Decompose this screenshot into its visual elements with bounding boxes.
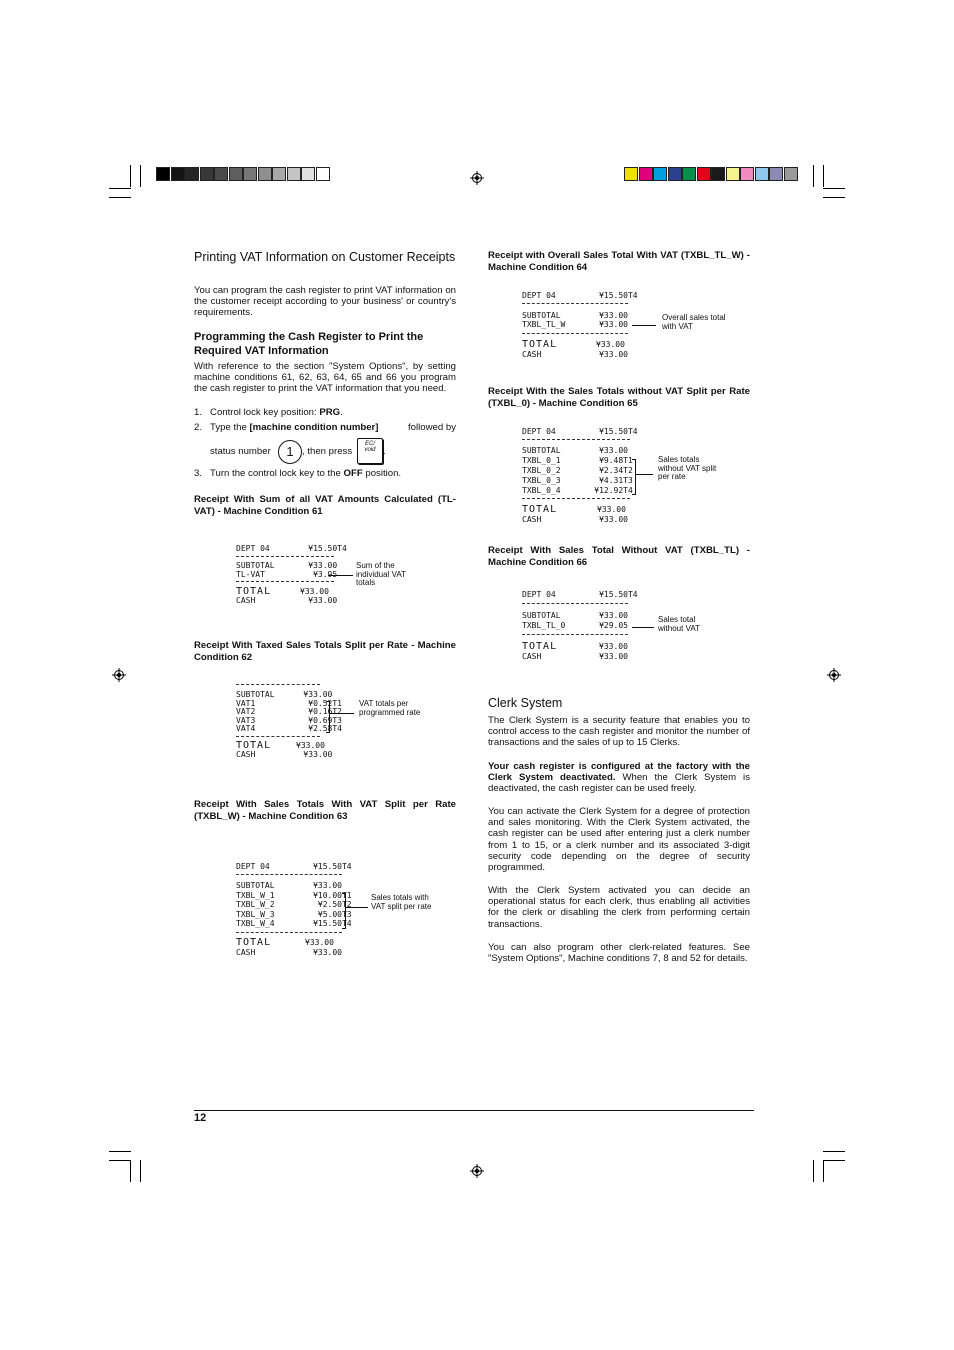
color-swatch — [784, 167, 798, 181]
mc61-heading: Receipt With Sum of all VAT Amounts Calculated (TL-VAT) - Machine Condition 61 — [194, 494, 456, 517]
ec-void-key: EC/ void — [357, 438, 383, 464]
mc65-annotation: Sales totals without VAT split per rate — [658, 455, 717, 481]
color-swatch — [624, 167, 638, 181]
intro-paragraph: You can program the cash register to print VAT information on the customer receipt according to your business' or country's requirements. — [194, 285, 456, 319]
page-number: 12 — [194, 1112, 207, 1124]
mc64-heading: Receipt with Overall Sales Total With VAT (TXBL_TL_W) - Machine Condition 64 — [488, 250, 750, 273]
mc64-annotation: Overall sales total with VAT — [662, 313, 726, 331]
programming-paragraph: With reference to the section "System Options", by setting machine conditions 61, 62, 63, 64, 65 and 66 you program the cash register to print the VAT information that you need. — [194, 361, 456, 395]
mc65-heading: Receipt With the Sales Totals without VAT Split per Rate (TXBL_0) - Machine Condition 65 — [488, 386, 750, 409]
clerk-paragraph-3: You can activate the Clerk System for a degree of protection and sales monitoring. With the Clerk System activated, the cash register can be used after entering just a clerk number from 1 to 15, or a clerk number and its associated 3-digit security code depending on the degree of security programmed. — [488, 806, 750, 874]
color-swatch — [769, 167, 783, 181]
color-swatch — [214, 167, 228, 181]
color-swatch — [653, 167, 667, 181]
color-swatch — [258, 167, 272, 181]
registration-mark-icon — [827, 668, 841, 682]
color-swatch — [229, 167, 243, 181]
mc63-annotation: Sales totals with VAT split per rate — [371, 893, 432, 911]
clerk-paragraph-4: With the Clerk System activated you can decide an operational status for each clerk, thus enabling all activities for the clerk or disabling the clerk from performing certain transactions. — [488, 885, 750, 930]
registration-mark-icon — [470, 1164, 484, 1178]
color-swatch — [668, 167, 682, 181]
mc62-heading: Receipt With Taxed Sales Totals Split per Rate - Machine Condition 62 — [194, 640, 456, 663]
clerk-paragraph-2: Your cash register is configured at the factory with the Clerk System deactivated. When the Clerk System is deactivated, the cash register can be used freely. — [488, 761, 750, 795]
section-title: Printing VAT Information on Customer Receipts — [194, 250, 456, 264]
color-swatch — [682, 167, 696, 181]
clerk-paragraph-1: The Clerk System is a security feature that enables you to control access to the cash register and monitor the number of transactions and the sales of up to 15 Clerks. — [488, 715, 750, 749]
color-swatch — [755, 167, 769, 181]
mc63-heading: Receipt With Sales Totals With VAT Split per Rate (TXBL_W) - Machine Condition 63 — [194, 799, 456, 822]
color-swatch — [185, 167, 199, 181]
color-swatch — [726, 167, 740, 181]
mc61-annotation: Sum of the individual VAT totals — [356, 561, 406, 587]
color-swatch — [639, 167, 653, 181]
mc66-annotation: Sales total without VAT — [658, 615, 700, 633]
number-key: 1 — [278, 440, 302, 464]
color-swatch — [316, 167, 330, 181]
color-swatch — [272, 167, 286, 181]
color-swatch — [697, 167, 711, 181]
color-swatch — [301, 167, 315, 181]
color-swatch — [243, 167, 257, 181]
color-swatch — [287, 167, 301, 181]
mc66-heading: Receipt With Sales Total Without VAT (TXBL_TL) - Machine Condition 66 — [488, 545, 750, 568]
registration-mark-icon — [470, 171, 484, 185]
step-3: 3. Turn the control lock key to the OFF position. — [194, 468, 402, 479]
registration-mark-icon — [112, 668, 126, 682]
step-2: 2. Type the [machine condition number] followed by — [194, 422, 456, 433]
color-swatch — [200, 167, 214, 181]
programming-heading: Programming the Cash Register to Print the Required VAT Information — [194, 331, 424, 357]
clerk-paragraph-5: You can also program other clerk-related features. See "System Options", Machine conditions 7, 8 and 52 for details. — [488, 942, 750, 965]
step-2-continued: status number 1 , then press EC/ void . — [210, 440, 460, 464]
mc62-annotation: VAT totals per programmed rate — [359, 699, 421, 717]
footer-rule — [194, 1110, 754, 1111]
step-1: 1. Control lock key position: PRG. — [194, 407, 343, 418]
color-swatch — [171, 167, 185, 181]
color-swatch — [711, 167, 725, 181]
clerk-system-title: Clerk System — [488, 696, 563, 710]
color-swatch — [740, 167, 754, 181]
color-swatch — [156, 167, 170, 181]
